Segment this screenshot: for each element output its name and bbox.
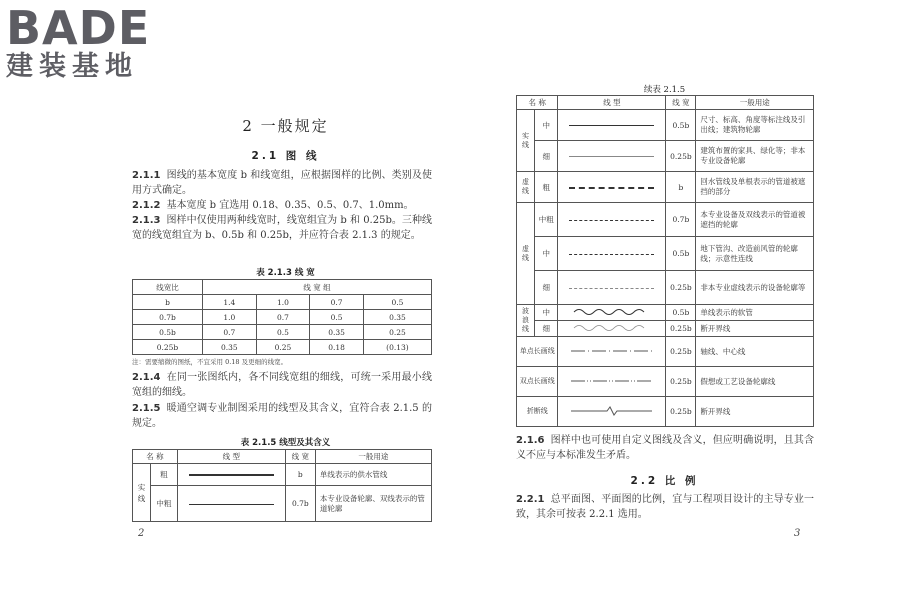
logo-text-cn: 建装基地 xyxy=(6,51,138,82)
table-cell-sub: 细 xyxy=(535,271,558,305)
table-cell: 0.25 xyxy=(363,325,431,340)
table-cell: 1.0 xyxy=(256,295,310,310)
table-head-type: 线 型 xyxy=(558,96,666,110)
clause-number: 2.1.4 xyxy=(132,372,161,383)
table-head-use: 一般用途 xyxy=(315,450,431,464)
table-row xyxy=(517,110,814,141)
dashed-line-thin xyxy=(569,288,654,289)
table-2-1-3 xyxy=(132,279,432,355)
table-cell: b xyxy=(133,295,203,310)
table-cell-width: 0.5b xyxy=(666,110,696,141)
dashed-line-medium-thick xyxy=(569,220,654,221)
clause-text: 总平面图、平面图的比例，宜与工程项目设计的主导专业一致，其余可按表 2.2.1 选用。 xyxy=(516,494,814,520)
table-cell-use: 断开界线 xyxy=(696,321,814,337)
line-sample xyxy=(558,305,666,321)
line-sample xyxy=(558,237,666,271)
table-cell-use: 本专业设备轮廓、双线表示的管道轮廓 xyxy=(315,486,431,522)
table-cell-sub: 中粗 xyxy=(535,203,558,237)
table-cell-width: 0.25b xyxy=(666,271,696,305)
table-cell-group: 波浪线 xyxy=(517,305,535,337)
page-number-left: 2 xyxy=(138,528,145,539)
table-cell-width: 0.25b xyxy=(666,141,696,172)
table-2-1-5-continued xyxy=(516,95,814,427)
dashed-line-medium xyxy=(569,254,654,255)
table-note: 注：需要缩微的图纸，不宜采用 0.18 及更细的线宽。 xyxy=(132,358,288,366)
clause-2-1-2 xyxy=(132,198,432,213)
table-head-name: 名 称 xyxy=(517,96,558,110)
line-sample xyxy=(558,172,666,203)
clause-number: 2.1.1 xyxy=(132,170,161,181)
clause-2-1-4 xyxy=(132,370,432,400)
table-cell-sub: 粗 xyxy=(535,172,558,203)
table-cell-group: 虚线 xyxy=(517,172,535,203)
logo-text-en: BADE xyxy=(6,1,151,55)
line-sample xyxy=(177,486,285,522)
table-cell: 1.4 xyxy=(203,295,257,310)
table-2-1-3-caption: 表 2.1.3 线 宽 xyxy=(256,268,315,278)
double-dash-dot-line xyxy=(569,378,654,384)
table-cell-group: 实线 xyxy=(133,464,151,522)
line-sample xyxy=(558,110,666,141)
table-cell-sub: 细 xyxy=(535,321,558,337)
clause-2-2-1 xyxy=(516,492,814,522)
line-sample xyxy=(558,397,666,427)
table-cell-group: 实线 xyxy=(517,110,535,172)
line-sample xyxy=(558,203,666,237)
table-cell: 0.35 xyxy=(363,310,431,325)
table-cell: 0.7 xyxy=(256,310,310,325)
table-row xyxy=(517,321,814,337)
table-cell-use: 断开界线 xyxy=(696,397,814,427)
clause-text: 暖通空调专业制图采用的线型及其含义，宜符合表 2.1.5 的规定。 xyxy=(132,403,432,429)
section-title-2-1: 2.1 图 线 xyxy=(251,150,320,162)
table-cell-width: 0.25b xyxy=(666,321,696,337)
left-page xyxy=(128,0,443,600)
table-row xyxy=(517,237,814,271)
clause-number: 2.1.5 xyxy=(132,403,161,414)
table-row xyxy=(133,486,432,522)
solid-line-medium-thick xyxy=(189,504,274,505)
table-row xyxy=(517,203,814,237)
clause-2-1-6 xyxy=(516,433,814,463)
table-cell-use: 单线表示的供水管线 xyxy=(315,464,431,486)
table-cell-sub: 粗 xyxy=(151,464,178,486)
table-head-name: 名 称 xyxy=(133,450,178,464)
dash-dot-line xyxy=(569,348,654,354)
wavy-line-thin xyxy=(572,324,652,332)
table-head-type: 线 型 xyxy=(177,450,285,464)
table-cell-width: 0.25b xyxy=(666,337,696,367)
table-cell-use: 建筑布置的家具、绿化等；非本专业设备轮廓 xyxy=(696,141,814,172)
table-row xyxy=(517,271,814,305)
table-cell-width: 0.25b xyxy=(666,367,696,397)
table-continued-caption: 续表 2.1.5 xyxy=(643,85,686,95)
clause-2-1-1 xyxy=(132,168,432,198)
clause-2-1-3 xyxy=(132,213,432,243)
table-cell-use: 单线表示的软管 xyxy=(696,305,814,321)
section-title-2-2: 2.2 比 例 xyxy=(630,475,699,487)
table-cell-use: 地下管沟、改造前风管的轮廓线；示意性连线 xyxy=(696,237,814,271)
table-cell: 0.7b xyxy=(133,310,203,325)
clause-text: 图线的基本宽度 b 和线宽组，应根据图样的比例、类别及使用方式确定。 xyxy=(132,170,432,196)
line-sample xyxy=(558,141,666,172)
table-cell-use: 假想或工艺设备轮廓线 xyxy=(696,367,814,397)
table-cell-use: 尺寸、标高、角度等标注线及引出线；建筑物轮廓 xyxy=(696,110,814,141)
table-cell-sub: 细 xyxy=(535,141,558,172)
table-row xyxy=(133,464,432,486)
table-cell: 0.18 xyxy=(310,340,364,355)
clause-number: 2.1.3 xyxy=(132,215,161,226)
table-cell-group: 双点长画线 xyxy=(517,367,558,397)
table-cell: 0.7 xyxy=(310,295,364,310)
table-cell-sub: 中 xyxy=(535,237,558,271)
table-cell-group: 虚线 xyxy=(517,203,535,305)
table-cell: (0.13) xyxy=(363,340,431,355)
table-cell: 1.0 xyxy=(203,310,257,325)
table-cell: 0.5 xyxy=(310,310,364,325)
clause-text: 图样中仅使用两种线宽时，线宽组宜为 b 和 0.25b。三种线宽的线宽组宜为 b、0.5b 和 0.25b，并应符合表 2.1.3 的规定。 xyxy=(132,215,432,241)
table-cell: 0.7 xyxy=(203,325,257,340)
table-head-width: 线 宽 xyxy=(285,450,315,464)
table-row xyxy=(517,305,814,321)
dashed-line-thick xyxy=(569,187,654,189)
table-cell-sub: 中 xyxy=(535,305,558,321)
line-sample xyxy=(558,337,666,367)
clause-number: 2.1.2 xyxy=(132,200,161,211)
table-row xyxy=(517,397,814,427)
table-cell-sub: 中粗 xyxy=(151,486,178,522)
table-cell-width: 0.7b xyxy=(285,486,315,522)
right-page xyxy=(512,0,817,600)
table-2-1-5 xyxy=(132,449,432,522)
table-cell-group: 单点长画线 xyxy=(517,337,558,367)
table-row xyxy=(517,172,814,203)
table-cell: 0.5 xyxy=(256,325,310,340)
solid-line-medium xyxy=(569,125,654,126)
solid-line-thin xyxy=(569,156,654,157)
line-sample xyxy=(177,464,285,486)
clause-text: 图样中也可使用自定义图线及含义，但应明确说明，且其含义不应与本标准发生矛盾。 xyxy=(516,435,814,461)
wavy-line-medium xyxy=(572,308,652,316)
table-cell-width: 0.25b xyxy=(666,397,696,427)
table-2-1-5-caption: 表 2.1.5 线型及其含义 xyxy=(240,438,331,448)
clause-text: 在同一张图纸内，各不同线宽组的细线，可统一采用最小线宽组的细线。 xyxy=(132,372,432,398)
line-sample xyxy=(558,271,666,305)
table-row xyxy=(133,295,432,310)
table-row xyxy=(133,310,432,325)
clause-2-1-5 xyxy=(132,401,432,431)
table-cell-use: 回水管线及单根表示的管道被遮挡的部分 xyxy=(696,172,814,203)
clause-number: 2.1.6 xyxy=(516,435,545,446)
table-cell-use: 非本专业虚线表示的设备轮廓等 xyxy=(696,271,814,305)
table-row xyxy=(133,340,432,355)
table-cell-width: b xyxy=(666,172,696,203)
table-cell-width: 0.5b xyxy=(666,237,696,271)
line-sample xyxy=(558,367,666,397)
table-cell: 0.35 xyxy=(310,325,364,340)
table-row xyxy=(517,337,814,367)
solid-line-thick xyxy=(189,474,274,476)
table-cell-width: 0.7b xyxy=(666,203,696,237)
table-head-width: 线 宽 xyxy=(666,96,696,110)
table-row xyxy=(517,367,814,397)
table-cell-group: 折断线 xyxy=(517,397,558,427)
chapter-title: 2 一般规定 xyxy=(242,117,329,135)
table-cell-width: b xyxy=(285,464,315,486)
table-cell-use: 轴线、中心线 xyxy=(696,337,814,367)
table-cell: 0.25b xyxy=(133,340,203,355)
table-head-use: 一般用途 xyxy=(696,96,814,110)
clause-number: 2.2.1 xyxy=(516,494,545,505)
table-cell-use: 本专业设备及双线表示的管道被遮挡的轮廓 xyxy=(696,203,814,237)
table-cell-sub: 中 xyxy=(535,110,558,141)
break-line xyxy=(569,405,654,417)
table-cell: 0.35 xyxy=(203,340,257,355)
table-cell: 0.5 xyxy=(363,295,431,310)
table-cell-width: 0.5b xyxy=(666,305,696,321)
table-head-ratio: 线宽比 xyxy=(133,280,203,295)
table-row xyxy=(133,325,432,340)
table-head-group: 线 宽 组 xyxy=(203,280,432,295)
page-number-right: 3 xyxy=(794,528,801,539)
line-sample xyxy=(558,321,666,337)
clause-text: 基本宽度 b 宜选用 0.18、0.35、0.5、0.7、1.0mm。 xyxy=(166,200,414,211)
table-cell: 0.5b xyxy=(133,325,203,340)
table-row xyxy=(517,141,814,172)
table-cell: 0.25 xyxy=(256,340,310,355)
